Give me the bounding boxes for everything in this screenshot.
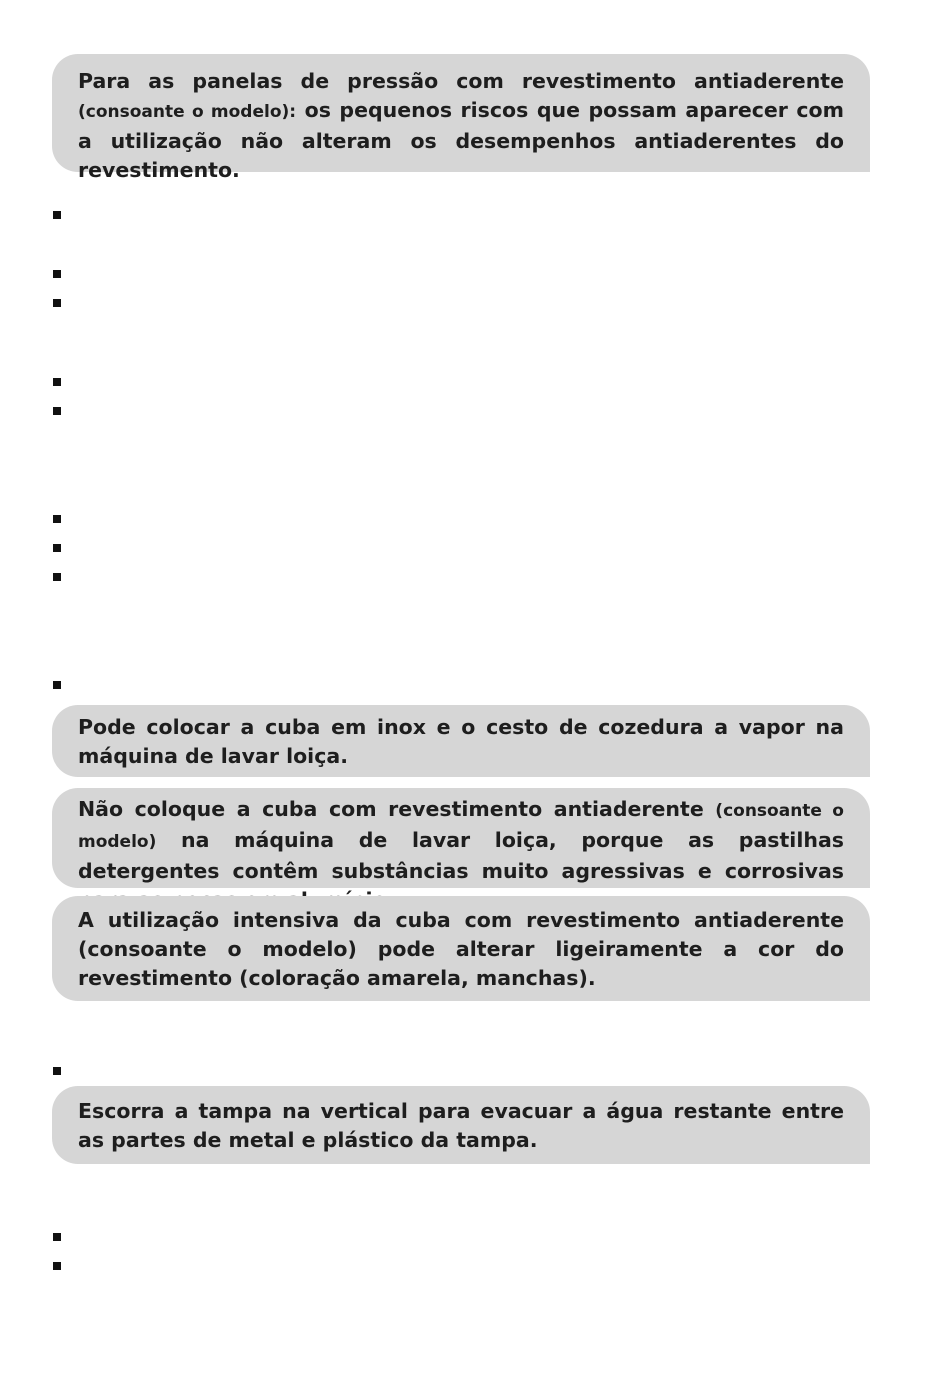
note-coating-color <box>52 896 870 1001</box>
bullet <box>53 1233 61 1241</box>
note-lid-drain-text: Escorra a tampa na vertical para evacuar a água restante entre as partes de metal e plástico da tampa. <box>78 1099 844 1152</box>
bullet <box>53 681 61 689</box>
bullet <box>53 1262 61 1270</box>
bullet <box>53 573 61 581</box>
bullet <box>53 407 61 415</box>
note-coating-scratches-rest: os pequenos riscos que possam aparecer com a utilização não alteram os desempenhos antiaderentes do revestimento. <box>78 98 845 182</box>
bullet <box>53 544 61 552</box>
note-coating-scratches <box>52 54 870 182</box>
bullet <box>53 1067 61 1075</box>
bullet <box>53 299 61 307</box>
note-coating-scratches-text: Para as panelas de pressão com revestimento antiaderente <box>78 69 844 93</box>
note-coating-scratches-model: (consoante o modelo): <box>78 102 297 122</box>
note-dishwasher-ok-text: Pode colocar a cuba em inox e o cesto de cozedura a vapor na máquina de lavar loiça. <box>78 715 844 768</box>
bullet <box>53 211 61 219</box>
bullet <box>53 378 61 386</box>
bullet <box>53 270 61 278</box>
note-dishwasher-no-text: Não coloque a cuba com revestimento antiaderente <box>78 797 716 821</box>
note-lid-drain <box>52 1086 870 1164</box>
bullet <box>53 515 61 523</box>
note-coating-color-text: A utilização intensiva da cuba com revestimento antiaderente (consoante o modelo) pode alterar ligeiramente a cor do revestimento (coloração amarela, manchas). <box>78 908 844 990</box>
note-dishwasher-ok <box>52 705 870 777</box>
note-dishwasher-no-model: (consoante o modelo) <box>78 801 844 852</box>
note-dishwasher-no-rest: na máquina de lavar loiça, porque as pastilhas detergentes contêm substâncias muito agressivas e corrosivas <box>78 828 844 883</box>
note-dishwasher-no <box>52 788 870 888</box>
